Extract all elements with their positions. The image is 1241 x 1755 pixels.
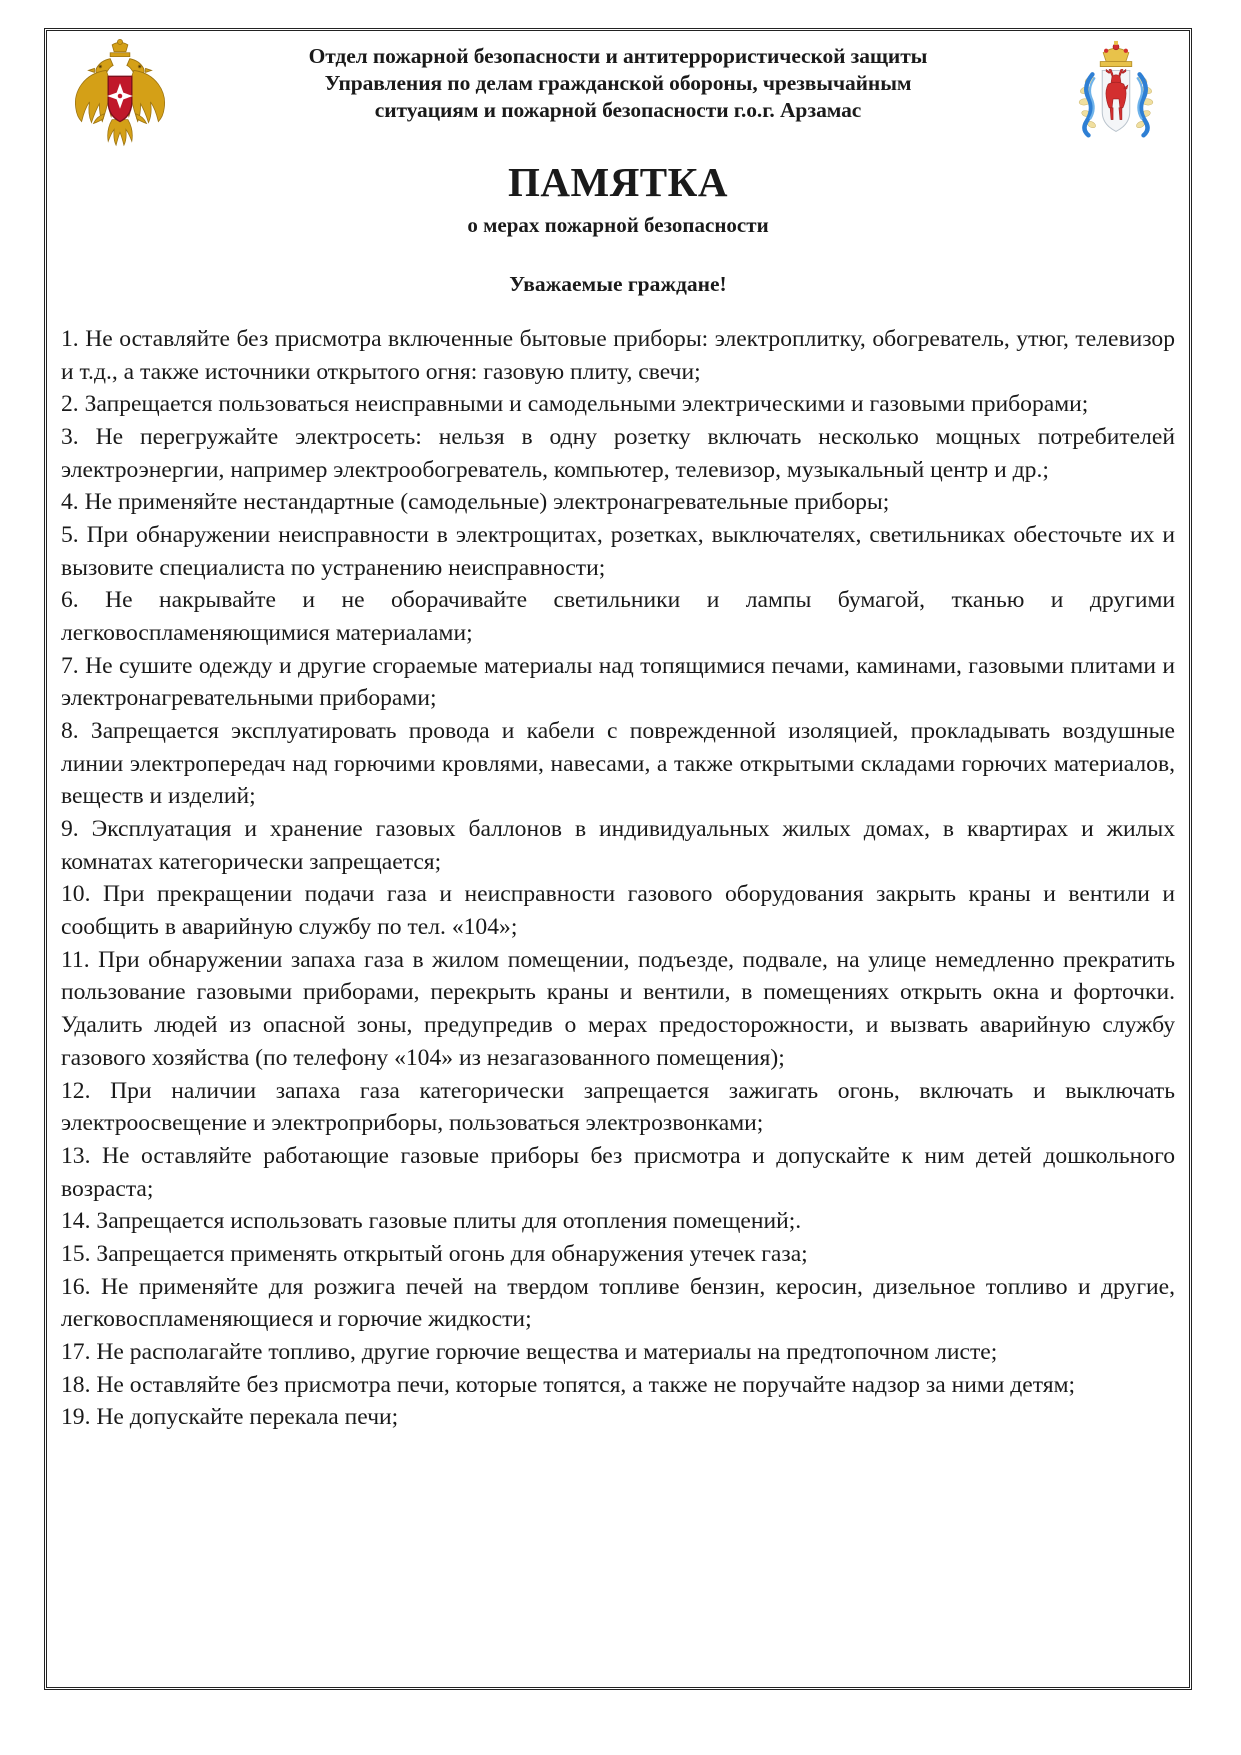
nizhny-novgorod-coat-of-arms — [1057, 37, 1175, 155]
header-line-1: Отдел пожарной безопасности и антитеррористической защиты — [308, 44, 928, 68]
document-page — [44, 28, 1192, 1690]
salutation: Уважаемые граждане! — [509, 272, 727, 297]
document-header — [61, 37, 1175, 155]
safety-rules-list — [61, 323, 1175, 1434]
list-item: 10. При прекращении подачи газа и неисправности газового оборудования закрыть краны и вентили и сообщить в аварийную службу по тел. «104»; — [61, 881, 1175, 941]
page-title: ПАМЯТКА — [508, 159, 728, 205]
list-item: 11. При обнаружении запаха газа в жилом помещении, подъезде, подвале, на улице немедленно прекратить пользование газовыми приборами, перекрыть краны и вентили, в помещениях открыть окна и форточки. Удалить людей из опасной зоны, предупредив о мерах предосторожности, и вызвать аварийную службу газового хозяйства (по телефону «104» из незагазованного помещения); — [61, 946, 1175, 1071]
page-subtitle: о мерах пожарной безопасности — [467, 213, 769, 238]
list-item: 9. Эксплуатация и хранение газовых баллонов в индивидуальных жилых домах, в квартирах и жилых комнатах категорически запрещается; — [61, 816, 1175, 875]
list-item: 3. Не перегружайте электросеть: нельзя в одну розетку включать несколько мощных потребителей электроэнергии, например электрообогреватель, компьютер, телевизор, музыкальный центр и др.; — [61, 424, 1175, 483]
list-item: 17. Не располагайте топливо, другие горючие вещества и материалы на предтопочном листе; — [61, 1338, 998, 1365]
list-item: 5. При обнаружении неисправности в электрощитах, розетках, выключателях, светильниках обесточьте их и вызовите специалиста по устранению неисправности; — [61, 522, 1175, 581]
list-item: 18. Не оставляйте без присмотра печи, которые топятся, а также не поручайте надзор за ними детям; — [61, 1371, 1076, 1398]
list-item: 4. Не применяйте нестандартные (самодельные) электронагревательные приборы; — [61, 489, 890, 516]
list-item: 19. Не допускайте перекала печи; — [61, 1404, 399, 1431]
list-item: 12. При наличии запаха газа категорически запрещается зажигать огонь, включать и выключать электроосвещение и электроприборы, пользоваться электрозвонками; — [61, 1077, 1175, 1137]
list-item: 14. Запрещается использовать газовые плиты для отопления помещений;. — [61, 1208, 802, 1235]
list-item: 16. Не применяйте для розжига печей на твердом топливе бензин, керосин, дизельное топливо и другие, легковоспламеняющиеся и горючие жидкости; — [61, 1273, 1175, 1333]
list-item: 13. Не оставляйте работающие газовые приборы без присмотра и допускайте к ним детей дошкольного возраста; — [61, 1142, 1175, 1202]
list-item: 2. Запрещается пользоваться неисправными и самодельными электрическими и газовыми приборами; — [61, 391, 1089, 418]
header-line-2: Управления по делам гражданской обороны, чрезвычайным — [324, 71, 912, 96]
header-title-block — [185, 37, 1051, 124]
header-line-3: ситуациям и пожарной безопасности г.о.г. Арзамас — [374, 98, 862, 123]
list-item: 7. Не сушите одежду и другие сгораемые материалы над топящимися печами, каминами, газовыми плитами и электронагревательными приборами; — [61, 652, 1175, 712]
list-item: 6. Не накрывайте и не оборачивайте светильники и лампы бумагой, тканью и другими легковоспламеняющимися материалами; — [61, 587, 1175, 647]
list-item: 15. Запрещается применять открытый огонь для обнаружения утечек газа; — [61, 1240, 808, 1267]
list-item: 1. Не оставляйте без присмотра включенные бытовые приборы: электроплитку, обогреватель, утюг, телевизор и т.д., а также источники открытого огня: газовую плиту, свечи; — [61, 326, 1175, 385]
emercom-eagle-emblem — [61, 37, 179, 155]
list-item: 8. Запрещается эксплуатировать провода и кабели с поврежденной изоляцией, прокладывать воздушные линии электропередач над горючими кровлями, навесами, а также открытыми складами горючих материалов, веществ и изделий; — [61, 718, 1175, 810]
